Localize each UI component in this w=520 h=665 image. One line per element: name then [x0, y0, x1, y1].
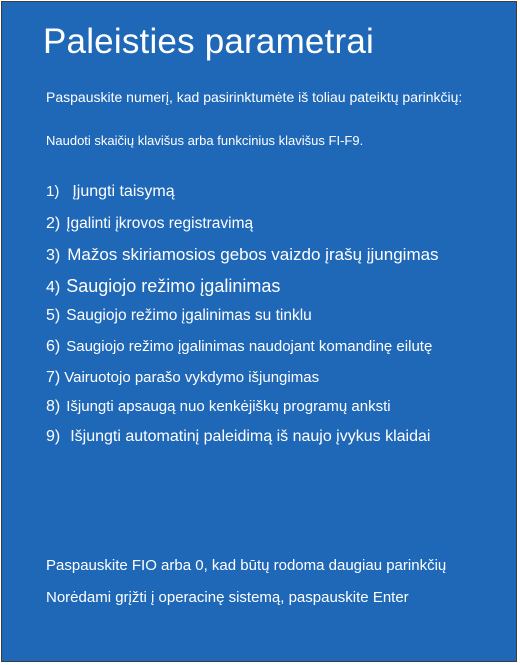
option-label: Saugiojo režimo įgalinimas — [66, 276, 281, 296]
option-label: Įjungti taisymą — [72, 183, 175, 200]
option-7[interactable] — [46, 369, 319, 387]
option-number: 5) — [46, 307, 61, 324]
option-number: 3) — [46, 247, 61, 264]
startup-settings-screen — [1, 1, 517, 662]
page-title: Paleisties parametrai — [43, 22, 375, 61]
option-label: Saugiojo režimo įgalinimas naudojant komandinę eilutę — [66, 338, 433, 355]
option-number: 4) — [46, 279, 61, 296]
option-5[interactable] — [46, 307, 312, 325]
option-2[interactable] — [46, 215, 253, 233]
instruction-secondary: Naudoti skaičių klavišus arba funkcinius klavišus FI-F9. — [46, 133, 364, 148]
option-number: 6) — [46, 338, 61, 355]
option-label: Mažos skiriamosios gebos vaizdo įrašų įjungimas — [67, 245, 439, 264]
option-4[interactable] — [46, 276, 280, 297]
option-number: 9) — [46, 428, 61, 445]
option-label: Įgalinti įkrovos registravimą — [66, 215, 254, 232]
footer-return-to-os: Norėdami grįžti į operacinę sistemą, paspauskite Enter — [46, 589, 409, 606]
footer-more-options: Paspauskite FIO arba 0, kad būtų rodoma daugiau parinkčių — [46, 557, 447, 574]
option-label: Išjungti automatinį paleidimą iš naujo įvykus klaidai — [70, 428, 431, 445]
option-number: 7) — [46, 369, 61, 386]
option-9[interactable] — [46, 428, 430, 446]
option-label: Saugiojo režimo įgalinimas su tinklu — [66, 307, 312, 324]
option-3[interactable] — [46, 245, 439, 265]
instruction-primary: Paspauskite numerį, kad pasirinktumėte iš toliau pateiktų parinkčių: — [46, 89, 463, 105]
option-8[interactable] — [46, 398, 391, 416]
option-label: Išjungti apsaugą nuo kenkėjiškų programų anksti — [66, 398, 391, 415]
option-number: 1) — [46, 183, 60, 200]
option-number: 8) — [46, 398, 61, 415]
option-1[interactable] — [46, 183, 175, 201]
option-number: 2) — [46, 215, 61, 232]
option-6[interactable] — [46, 338, 432, 356]
option-label: Vairuotojo parašo vykdymo išjungimas — [64, 369, 320, 386]
